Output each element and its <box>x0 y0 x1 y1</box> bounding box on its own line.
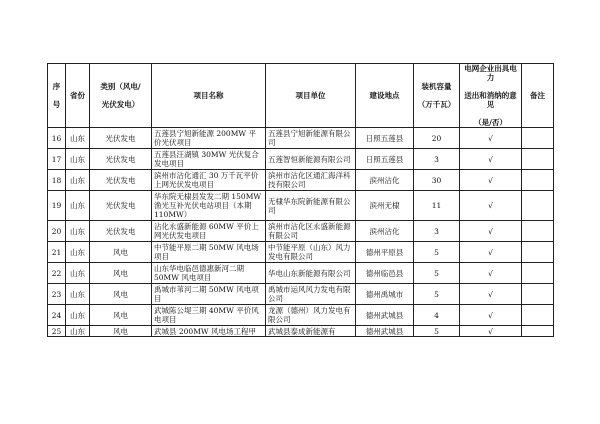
cell-seq: 18 <box>48 170 66 191</box>
cell-note <box>522 284 554 305</box>
cell-location: 滨州沾化 <box>356 170 414 191</box>
table-row <box>48 170 554 191</box>
cell-seq: 22 <box>48 263 66 284</box>
table-row <box>48 191 554 221</box>
cell-note <box>522 242 554 263</box>
cell-location: 滨州沾化 <box>356 221 414 242</box>
header-note: 备注 <box>522 64 554 128</box>
cell-note <box>522 326 554 337</box>
cell-note <box>522 128 554 149</box>
cell-seq: 24 <box>48 305 66 326</box>
header-capacity: 装机容量 （万千瓦） <box>414 64 460 128</box>
cell-project-unit: 中节能平原（山东）风力发电有限公司 <box>266 242 356 263</box>
header-row <box>48 64 554 128</box>
cell-seq: 23 <box>48 284 66 305</box>
cell-project-name: 武城陈公堤三期 40MW 平价风电项目 <box>152 305 266 326</box>
cell-capacity: 3 <box>414 221 460 242</box>
cell-project-name: 武城县 200MW 风电场工程甲 <box>152 326 266 337</box>
cell-grid-opinion: √ <box>460 326 522 337</box>
cell-type: 风电 <box>90 263 152 284</box>
cell-project-unit: 禹城市运风风力发电有限公司 <box>266 284 356 305</box>
cell-note <box>522 191 554 221</box>
cell-type: 风电 <box>90 326 152 337</box>
cell-note <box>522 305 554 326</box>
cell-project-name: 沾化永盛新能源 60MW 平价上网光伏发电项目 <box>152 221 266 242</box>
cell-capacity: 4 <box>414 305 460 326</box>
cell-type: 光伏发电 <box>90 221 152 242</box>
cell-note <box>522 221 554 242</box>
cell-grid-opinion: √ <box>460 242 522 263</box>
cell-seq: 25 <box>48 326 66 337</box>
cell-capacity: 5 <box>414 242 460 263</box>
cell-type: 光伏发电 <box>90 149 152 170</box>
cell-capacity: 5 <box>414 263 460 284</box>
cell-project-name: 五莲县汪湖镇 30MW 光伏复合发电项目 <box>152 149 266 170</box>
cell-project-unit: 滨州市沾化区通汇海洋科技有限公司 <box>266 170 356 191</box>
cell-seq: 21 <box>48 242 66 263</box>
cell-province: 山东 <box>66 191 90 221</box>
cell-grid-opinion: √ <box>460 149 522 170</box>
cell-province: 山东 <box>66 326 90 337</box>
table-row <box>48 242 554 263</box>
cell-location: 德州武城县 <box>356 305 414 326</box>
cell-province: 山东 <box>66 221 90 242</box>
cell-note <box>522 149 554 170</box>
header-province: 省份 <box>66 64 90 128</box>
cell-type: 光伏发电 <box>90 128 152 149</box>
header-project-name: 项目名称 <box>152 64 266 128</box>
cell-project-unit: 龙源（德州）风力发电有限公司 <box>266 305 356 326</box>
cell-project-name: 滨州市沾化通汇 30 万千瓦平价上网光伏发电项目 <box>152 170 266 191</box>
cell-project-unit: 五莲县宁旭新能源有限公司 <box>266 128 356 149</box>
table-row <box>48 149 554 170</box>
cell-province: 山东 <box>66 170 90 191</box>
header-location: 建设地点 <box>356 64 414 128</box>
cell-location: 日照五莲县 <box>356 128 414 149</box>
cell-grid-opinion: √ <box>460 305 522 326</box>
cell-capacity: 11 <box>414 191 460 221</box>
cell-location: 德州平原县 <box>356 242 414 263</box>
cell-grid-opinion: √ <box>460 191 522 221</box>
table-row <box>48 284 554 305</box>
cell-capacity: 5 <box>414 284 460 305</box>
cell-province: 山东 <box>66 284 90 305</box>
header-type: 类别（风电/ 光伏发电） <box>90 64 152 128</box>
cell-seq: 20 <box>48 221 66 242</box>
table-row <box>48 326 554 337</box>
cell-type: 风电 <box>90 305 152 326</box>
cell-project-name: 禹城市苇河二期 50MW 风电项目 <box>152 284 266 305</box>
cell-grid-opinion: √ <box>460 128 522 149</box>
table-row <box>48 221 554 242</box>
header-grid-opinion: 电网企业出具电力 送出和消纳的意见 （是/否） <box>460 64 522 128</box>
cell-project-name: 华东院无棣县发发二期 150MW 渔光互补光伏电站项目（本期 110MW） <box>152 191 266 221</box>
cell-project-name: 五莲县宁旭新能源 200MW 平价光伏项目 <box>152 128 266 149</box>
cell-type: 风电 <box>90 284 152 305</box>
project-table <box>47 63 554 337</box>
cell-province: 山东 <box>66 128 90 149</box>
header-project-unit: 项目单位 <box>266 64 356 128</box>
cell-province: 山东 <box>66 149 90 170</box>
cell-grid-opinion: √ <box>460 170 522 191</box>
cell-capacity: 20 <box>414 128 460 149</box>
cell-location: 日照五莲县 <box>356 149 414 170</box>
cell-project-name: 山东华电临邑德惠新河二期 50MW 风电项目 <box>152 263 266 284</box>
cell-type: 风电 <box>90 242 152 263</box>
cell-capacity: 3 <box>414 149 460 170</box>
table-row <box>48 305 554 326</box>
cell-type: 光伏发电 <box>90 170 152 191</box>
cell-province: 山东 <box>66 242 90 263</box>
cell-capacity: 5 <box>414 326 460 337</box>
cell-seq: 19 <box>48 191 66 221</box>
table-row <box>48 128 554 149</box>
cell-project-unit: 滨州市沾化区永盛新能源有限公司 <box>266 221 356 242</box>
cell-location: 德州禹城市 <box>356 284 414 305</box>
cell-location: 德州武城县 <box>356 326 414 337</box>
table-row <box>48 263 554 284</box>
cell-note <box>522 170 554 191</box>
cell-project-unit: 武城县泰成新能源有 <box>266 326 356 337</box>
cell-province: 山东 <box>66 263 90 284</box>
cell-grid-opinion: √ <box>460 284 522 305</box>
cell-grid-opinion: √ <box>460 263 522 284</box>
cell-seq: 17 <box>48 149 66 170</box>
cell-seq: 16 <box>48 128 66 149</box>
cell-location: 滨州无棣 <box>356 191 414 221</box>
cell-grid-opinion: √ <box>460 221 522 242</box>
cell-project-name: 中节能平原二期 50MW 风电场项目 <box>152 242 266 263</box>
cell-project-unit: 华电山东新能源有限公司 <box>266 263 356 284</box>
header-seq: 序 号 <box>48 64 66 128</box>
cell-province: 山东 <box>66 305 90 326</box>
cell-capacity: 30 <box>414 170 460 191</box>
cell-location: 德州临邑县 <box>356 263 414 284</box>
cell-type: 光伏发电 <box>90 191 152 221</box>
cell-project-unit: 五莲智恒新能源有限公司 <box>266 149 356 170</box>
cell-note <box>522 263 554 284</box>
cell-project-unit: 无棣华东院新能源有限公司 <box>266 191 356 221</box>
